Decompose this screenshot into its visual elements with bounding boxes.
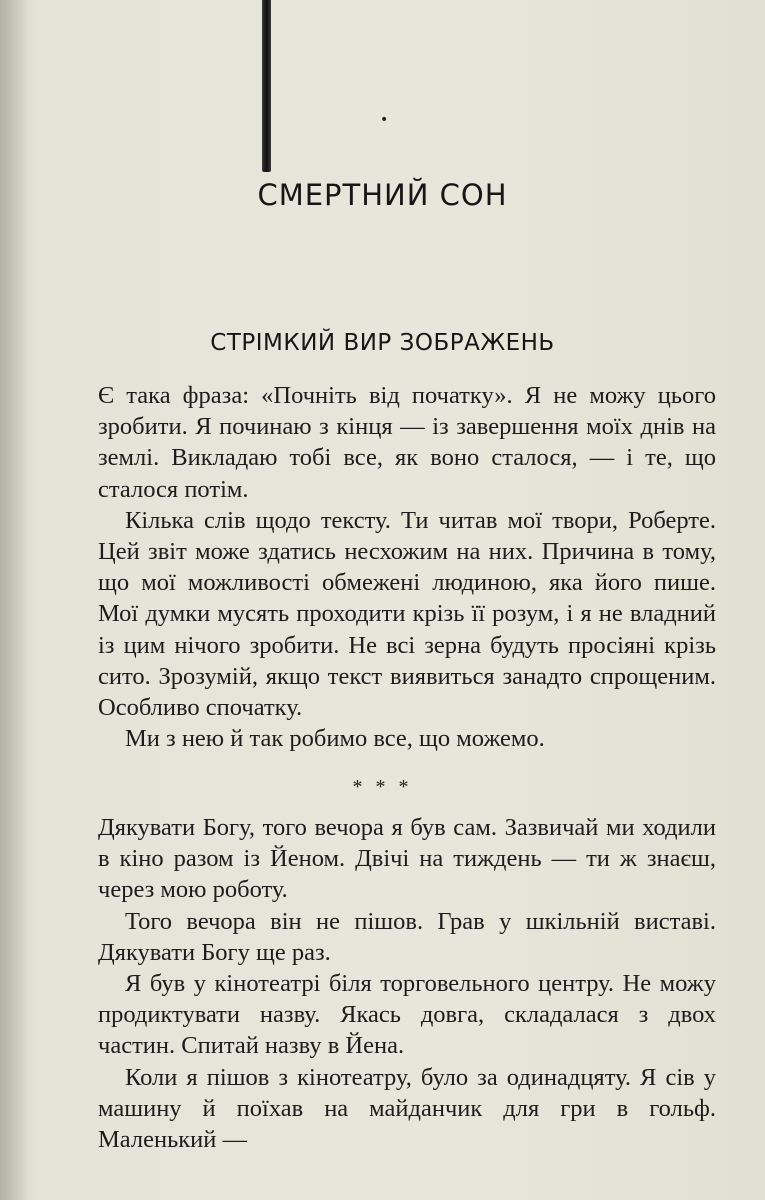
paragraph: Коли я пішов з кінотеатру, було за одинадцяту. Я сів у машину й поїхав на майданчик для гри в гольф. Маленький — — [98, 1063, 716, 1154]
section-title: СТРІМКИЙ ВИР ЗОБРАЖЕНЬ — [210, 330, 555, 356]
paragraph: Кілька слів щодо тексту. Ти читав мої твори, Роберте. Цей звіт може здатись несхожим на них. Причина в тому, що мої можливості обмежені людиною, яка його пише. Мої думки мусять проходити крізь її розум, і я не владний із цим нічого зробити. Не всі зерна будуть просіяні крізь сито. Зрозумій, якщо текст виявиться занадто спрощеним. Особливо спочатку. — [98, 506, 716, 722]
chapter-ornament: • — [380, 112, 389, 128]
paragraph: Є така фраза: «Почніть від початку». Я не можу цього зробити. Я починаю з кінця — із завершення моїх днів на землі. Викладаю тобі все, як воно сталося, — і те, що сталося потім. — [98, 382, 716, 503]
paragraph: Дякувати Богу, того вечора я був сам. Зазвичай ми ходили в кіно разом із Йеном. Двічі на тиждень — ти ж знаєш, через мою роботу. — [98, 814, 716, 904]
bookmark-ribbon — [262, 0, 271, 172]
body-text-part1 — [98, 380, 716, 754]
paragraph: Того вечора він не пішов. Грав у шкільній виставі. Дякувати Богу ще раз. — [98, 907, 716, 966]
paragraph: Я був у кінотеатрі біля торговельного центру. Не можу продиктувати назву. Якась довга, складалася з двох частин. Спитай назву в Йена. — [98, 970, 716, 1060]
chapter-title: СМЕРТНИЙ СОН — [257, 178, 508, 212]
section-divider: * * * — [352, 776, 413, 798]
paragraph: Ми з нею й так робимо все, що можемо. — [125, 725, 545, 753]
body-text-part2 — [98, 812, 716, 1155]
